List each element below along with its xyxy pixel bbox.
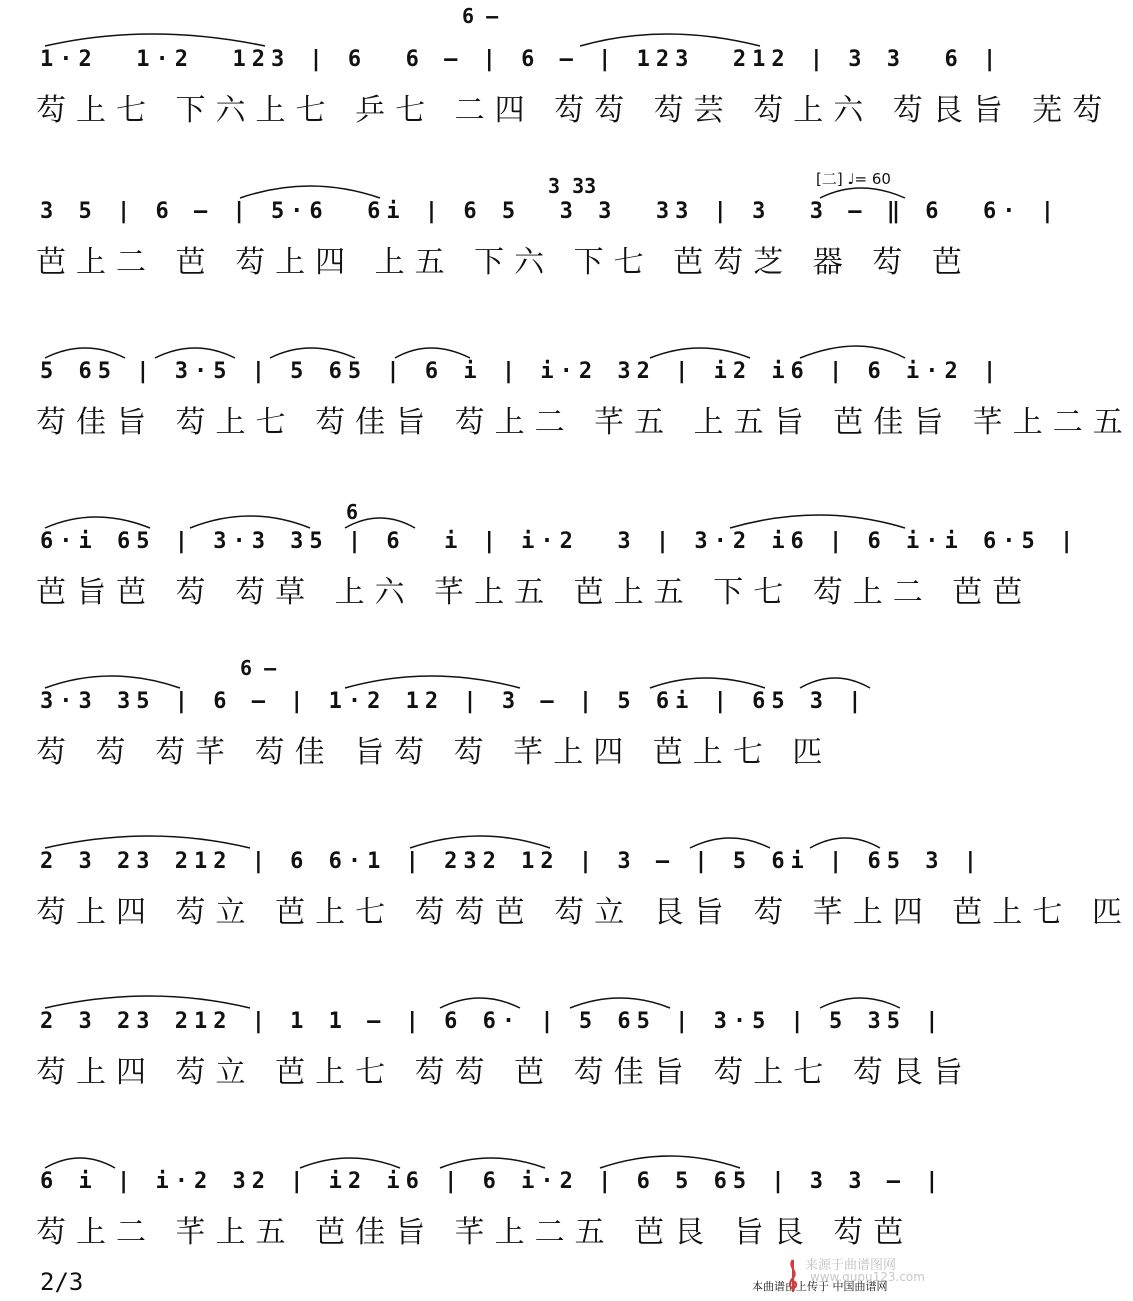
guqin-tablature-line: 芶上四 芶立 芭上七 芶芶芭 芶立 艮旨 芶 芊上四 芭上七 匹 [36, 895, 1132, 930]
watermark-text: 来源于曲谱图网 [805, 1258, 897, 1273]
score-system-3 [0, 352, 1133, 482]
upper-octave-notes: 3 33 [548, 174, 597, 198]
score-system-7 [0, 1002, 973, 1132]
treble-clef-logo-icon [784, 1258, 802, 1294]
guqin-tablature-line: 芭上二 芭 芶上四 上五 下六 下七 芭芶芝 器 芶 芭 [36, 245, 972, 280]
footer-credit: 本曲谱由上传于 中国曲谱网 [752, 1280, 888, 1293]
guqin-tablature-line: 芶上四 芶立 芭上七 芶芶 芭 芶佳旨 芶上七 芶艮旨 [36, 1055, 973, 1090]
jianpu-notation-line: 3 5 | 6 – | 5·6 6i | 6 5 3 3 33 | 3 3 – ‖ 6 6· | [40, 199, 1060, 224]
score-system-5 [0, 656, 946, 812]
guqin-tablature-line: 芭旨芭 芶 芶草 上六 芊上五 芭上五 下七 芶上二 芭芭 [36, 575, 1033, 610]
score-system-4 [0, 500, 1080, 652]
jianpu-notation-line: 2 3 23 212 | 6 6·1 | 232 12 | 3 – | 5 6i | 65 3 | [40, 849, 984, 874]
guqin-tablature-line: 芶佳旨 芶上七 芶佳旨 芶上二 芊五 上五旨 芭佳旨 芊上二五 [36, 405, 1133, 440]
jianpu-notation-line: 6 i | i·2 32 | i2 i6 | 6 i·2 | 6 5 65 | 3 3 – | [40, 1169, 945, 1194]
score-system-6 [0, 842, 1132, 972]
jianpu-notation-line: 3·3 35 | 6 – | 1·2 12 | 3 – | 5 6i | 65 3 | [40, 689, 868, 714]
jianpu-notation-line: 1·2 1·2 123 | 6 6 – | 6 – | 123 212 | 3 3 6 | [40, 47, 1003, 72]
upper-octave-notes: 6 [346, 500, 359, 524]
jianpu-notation-line: 2 3 23 212 | 1 1 – | 6 6· | 5 65 | 3·5 | 5 35 | [40, 1009, 945, 1034]
score-system-2 [0, 170, 1060, 322]
jianpu-notation-line: 6·i 65 | 3·3 35 | 6 i | i·2 3 | 3·2 i6 | 6 i·i 6·5 | [40, 529, 1080, 554]
tempo-marker: [二] ♩= 60 [816, 170, 891, 188]
jianpu-notation-line: 5 65 | 3·5 | 5 65 | 6 i | i·2 32 | i2 i6 | 6 i·2 | [40, 359, 1003, 384]
page-number: 2/3 [40, 1268, 84, 1296]
guqin-tablature-line: 芶上二 芊上五 芭佳旨 芊上二五 芭艮 旨艮 芶芭 [36, 1215, 914, 1250]
score-system-1 [0, 4, 1113, 170]
guqin-tablature-line: 芶上七 下六上七 乒七 二四 芶芶 芶芸 芶上六 芶艮旨 芜芶 [36, 93, 1113, 128]
watermark-url: www.qupu123.com [810, 1270, 925, 1284]
upper-octave-notes: 6 – [462, 4, 499, 28]
upper-octave-notes: 6 – [240, 656, 277, 680]
guqin-tablature-line: 芶 芶 芶芊 芶佳 旨芶 芶 芊上四 芭上七 匹 [36, 735, 833, 770]
